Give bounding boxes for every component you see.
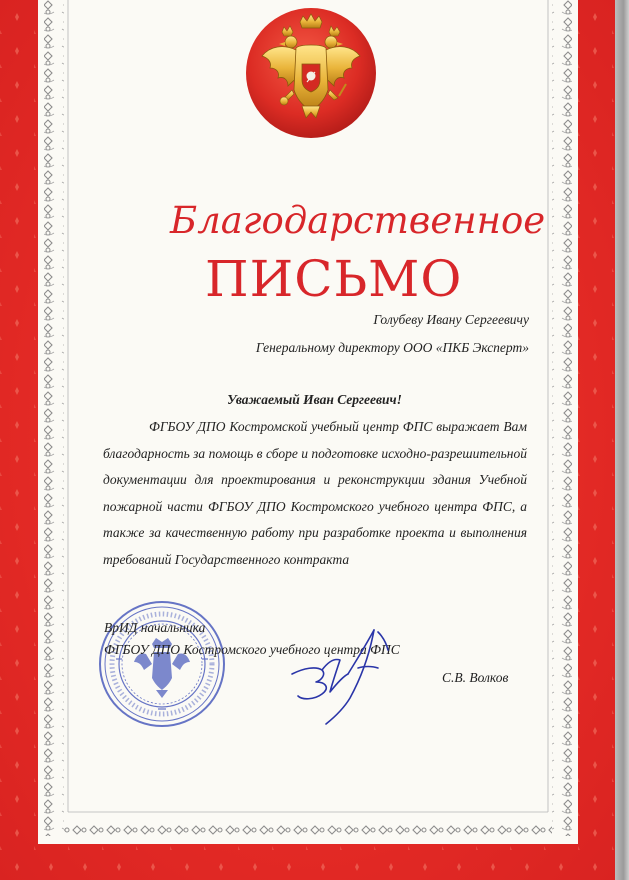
scan-edge [615, 0, 629, 880]
letter-body: ФГБОУ ДПО Костромской учебный центр ФПС выражает Вам благодарность за помощь в сборе и подготовке исходно-разрешительной документации для проектирования и реконструкции здания Учебной пожарной части ФГБОУ ДПО Костромского учебного центра ФПС, а также за качественную работу при разработке проекта и выполнения требований Государственного контракта [103, 419, 527, 567]
coat-of-arms-emblem [244, 6, 378, 140]
letter-title-line2: ПИСЬМО [205, 250, 463, 308]
signatory-title-line2: ФГБОУ ДПО Костромского учебного центра ФПС [104, 642, 400, 657]
signatory-title-line1: ВрИД начальника [104, 620, 206, 635]
addressee-name: Голубеву Ивану Сергеевичу [373, 312, 529, 327]
signatory-name: С.В. Волков [442, 670, 509, 685]
official-seal-stamp [96, 598, 228, 730]
letter-title-line1: Благодарственное [170, 199, 546, 242]
salutation: Уважаемый Иван Сергеевич! [227, 392, 402, 407]
addressee-position: Генеральному директору ООО «ПКБ Эксперт» [255, 340, 529, 355]
handwritten-signature [282, 612, 406, 728]
